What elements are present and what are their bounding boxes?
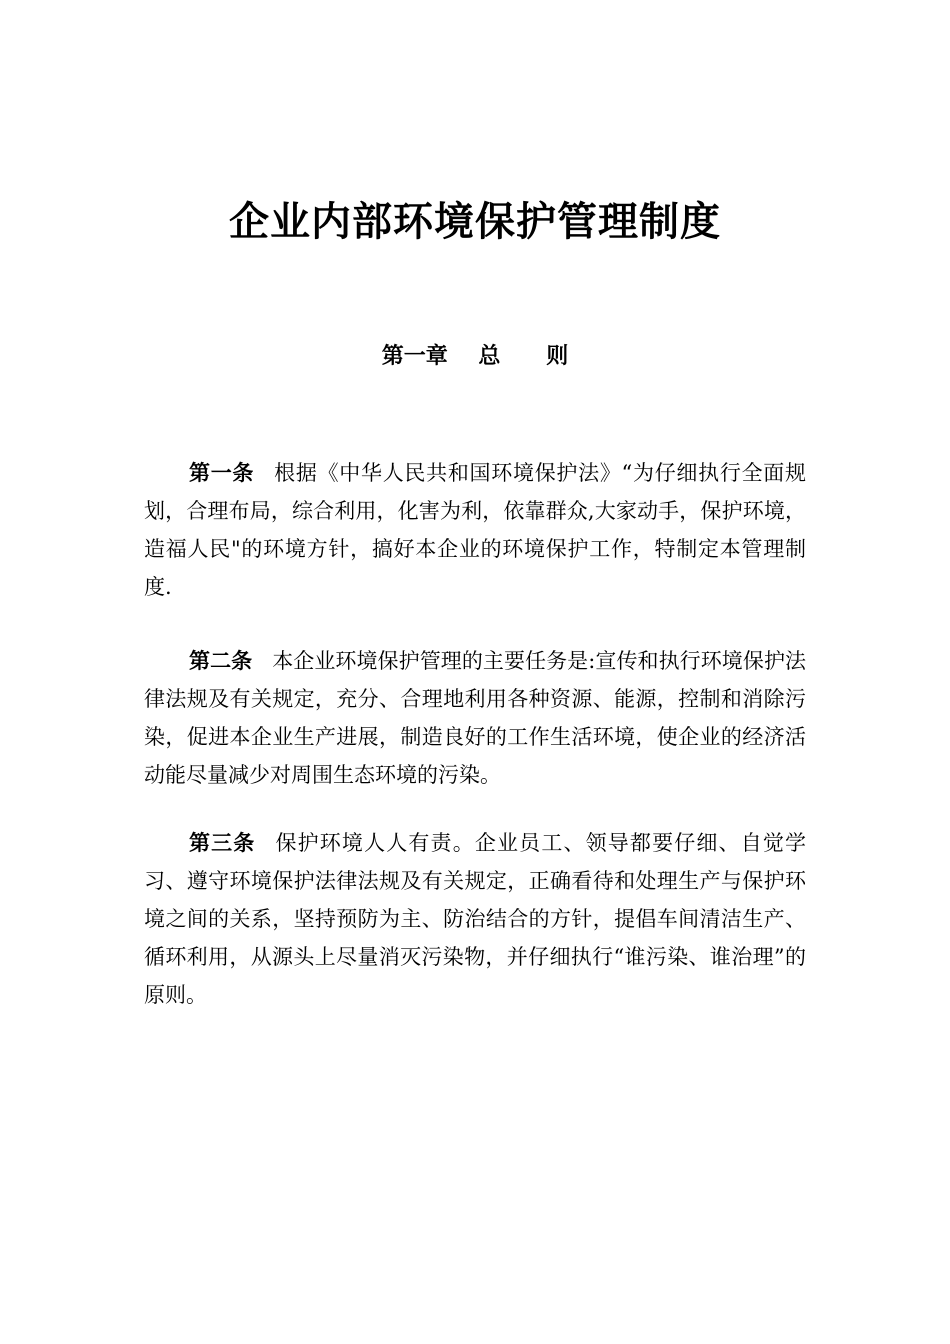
document-title: 企业内部环境保护管理制度: [229, 199, 721, 245]
article-3-text: 保护环境人人有责。企业员工、领导都要仔细、自觉学习、遵守环境保护法律法规及有关规定，正确看待和处理生产与保护环境之间的关系，坚持预防为主、防治结合的方针，提倡车间清洁生产、循环利用，从源头上尽量消灭污染物，并仔细执行“谁污染、谁治理”的原则。: [144, 831, 807, 1007]
article-3: [144, 824, 806, 1014]
article-3-label: 第三条: [189, 831, 256, 855]
chapter-heading: 第一章 总 则: [381, 344, 569, 369]
article-1-label: 第一条: [189, 461, 255, 485]
article-2-text: 本企业环境保护管理的主要任务是:宣传和执行环境保护法律法规及有关规定，充分、合理地利用各种资源、能源，控制和消除污染，促进本企业生产进展，制造良好的工作生活环境，使企业的经济活动能尽量减少对周围生态环境的污染。: [144, 649, 807, 787]
article-1: [144, 454, 806, 606]
article-2-label: 第二条: [189, 649, 253, 673]
article-1-text: 根据《中华人民共和国环境保护法》“为仔细执行全面规划，合理布局，综合利用，化害为利，依靠群众,大家动手，保护环境，造福人民"的环境方针，搞好本企业的环境保护工作，特制定本管理制度.: [144, 461, 806, 599]
article-2: [144, 642, 806, 794]
